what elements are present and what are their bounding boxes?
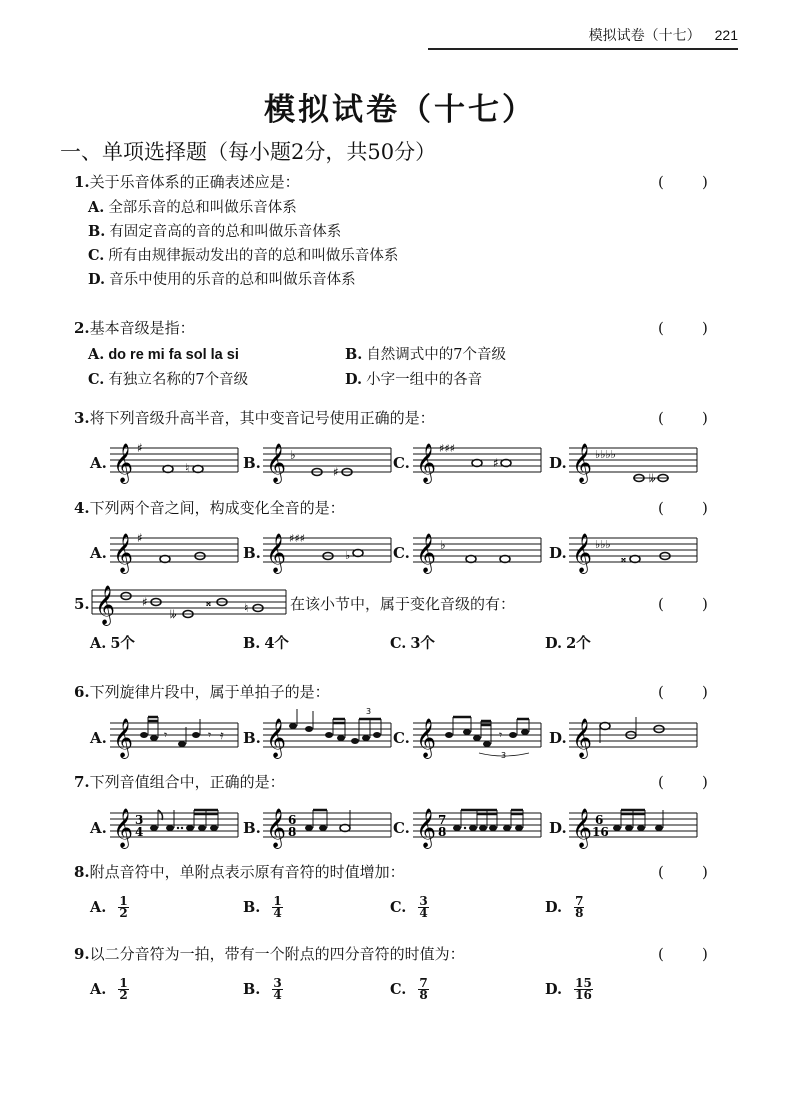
question-9: 9.以二分音符为一拍，带有一个附点的四分音符的时值为：: [74, 945, 465, 963]
svg-text:𝄿: 𝄿: [220, 728, 224, 742]
q8-option-a[interactable]: A. $\frac{1}{2}$: [90, 894, 128, 920]
answer-blank-6[interactable]: ( ): [658, 683, 708, 701]
svg-text:𝄫: 𝄫: [170, 608, 177, 621]
q1-option-b[interactable]: B. 有固定音高的音的总和叫做乐音体系: [88, 223, 342, 240]
svg-text:𝄫: 𝄫: [649, 472, 656, 485]
answer-blank-4[interactable]: ( ): [658, 499, 708, 517]
q4-staff-c: [413, 530, 543, 574]
svg-text:♯: ♯: [137, 441, 143, 455]
q6-staff-d: [569, 715, 699, 759]
svg-text:6: 6: [595, 813, 604, 827]
running-title: 模拟试卷（十七）: [588, 28, 701, 44]
q1-option-d[interactable]: D. 音乐中使用的乐音的总和叫做乐音体系: [88, 271, 356, 288]
fraction: $\frac{7}{8}$: [575, 894, 584, 920]
q7-staff-b: [263, 805, 393, 849]
answer-blank-2[interactable]: ( ): [658, 319, 708, 337]
q8-option-d[interactable]: D. $\frac{7}{8}$: [545, 894, 584, 920]
svg-text:𝄞: 𝄞: [266, 533, 287, 573]
question-8: 8.附点音符中，单附点表示原有音符的时值增加：: [74, 863, 405, 881]
q8-option-b[interactable]: B. $\frac{1}{4}$: [243, 894, 282, 920]
svg-text:16: 16: [592, 825, 609, 839]
q1-option-c[interactable]: C. 所有由规律振动发出的音的总和叫做乐音体系: [88, 247, 399, 264]
answer-blank-3[interactable]: ( ): [658, 409, 708, 427]
question-5-text: 在该小节中，属于变化音级的有：: [290, 595, 516, 613]
q6-staff-c: [413, 715, 543, 759]
svg-text:♯: ♯: [142, 595, 148, 609]
question-1: 1.关于乐音体系的正确表述应是：: [74, 173, 300, 191]
section-title: 一、单项选择题（每小题2分，共50分）: [60, 140, 437, 164]
q9-option-a[interactable]: A. $\frac{1}{2}$: [90, 976, 128, 1002]
svg-text:𝄞: 𝄞: [266, 443, 287, 483]
question-4: 4.下列两个音之间，构成变化全音的是：: [74, 499, 345, 517]
svg-text:♭: ♭: [290, 448, 296, 462]
svg-text:𝄞: 𝄞: [113, 443, 134, 483]
page-number: 221: [714, 27, 738, 43]
q7-staff-c: [413, 805, 543, 849]
svg-text:𝄞: 𝄞: [113, 808, 134, 848]
q4-staff-b: [263, 530, 393, 574]
svg-text:♭: ♭: [345, 549, 351, 562]
fraction: $\frac{3}{4}$: [419, 894, 428, 920]
question-5-number: 5.: [74, 595, 90, 613]
q3-staff-a: [110, 440, 240, 484]
q3-staff-c: [413, 440, 543, 484]
svg-text:♯: ♯: [137, 531, 143, 545]
fraction: $\frac{1}{4}$: [273, 894, 282, 920]
svg-text:𝄞: 𝄞: [266, 718, 287, 758]
svg-text:♯: ♯: [493, 456, 499, 470]
svg-text:𝄞: 𝄞: [416, 718, 437, 758]
svg-text:𝄞: 𝄞: [416, 443, 437, 483]
q9-option-d[interactable]: D. $\frac{15}{16}$: [545, 976, 592, 1002]
svg-text:♮: ♮: [244, 601, 249, 615]
svg-text:𝄞: 𝄞: [95, 585, 116, 625]
running-head: [428, 24, 738, 50]
svg-text:𝄞: 𝄞: [266, 808, 287, 848]
q8-option-c[interactable]: C. $\frac{3}{4}$: [390, 894, 428, 920]
answer-blank-1[interactable]: ( ): [658, 173, 708, 191]
q2-option-a[interactable]: A. do re mi fa sol la si: [88, 346, 239, 363]
q2-option-d[interactable]: D. 小字一组中的各音: [345, 371, 483, 388]
question-7: 7.下列音值组合中，正确的是：: [74, 773, 285, 791]
q5-option-c[interactable]: C. 3个: [390, 635, 435, 652]
svg-text:𝄞: 𝄞: [572, 533, 593, 573]
question-3: 3.将下列音级升高半音，其中变音记号使用正确的是：: [74, 409, 435, 427]
svg-text:♭: ♭: [440, 538, 446, 552]
svg-text:6: 6: [288, 813, 297, 827]
svg-text:𝄪: 𝄪: [206, 596, 211, 609]
answer-blank-8[interactable]: ( ): [658, 863, 708, 881]
svg-text:𝄞: 𝄞: [572, 443, 593, 483]
question-6: 6.下列旋律片段中，属于单拍子的是：: [74, 683, 330, 701]
q9-option-b[interactable]: B. $\frac{3}{4}$: [243, 976, 282, 1002]
q4-staff-d: [569, 530, 699, 574]
q5-option-b[interactable]: B. 4个: [243, 635, 289, 652]
svg-text:♮: ♮: [185, 461, 190, 475]
fraction: $\frac{1}{2}$: [119, 976, 128, 1002]
svg-text:𝄞: 𝄞: [572, 808, 593, 848]
fraction: $\frac{1}{2}$: [119, 894, 128, 920]
answer-blank-7[interactable]: ( ): [658, 773, 708, 791]
q5-option-a[interactable]: A. 5个: [90, 635, 135, 652]
svg-text:3: 3: [501, 751, 507, 760]
q4-staff-a: [110, 530, 240, 574]
answer-blank-9[interactable]: ( ): [658, 945, 708, 963]
svg-text:♯: ♯: [333, 465, 339, 479]
q9-option-c[interactable]: C. $\frac{7}{8}$: [390, 976, 428, 1002]
question-2: 2.基本音级是指：: [74, 319, 195, 337]
svg-text:7: 7: [438, 813, 447, 827]
q3-staff-d: [569, 440, 699, 484]
meter-top: 3: [135, 813, 144, 827]
q2-option-c[interactable]: C. 有独立名称的7个音级: [88, 371, 249, 388]
svg-text:𝄾: 𝄾: [164, 728, 168, 742]
svg-text:8: 8: [438, 825, 447, 839]
svg-text:𝄞: 𝄞: [416, 533, 437, 573]
q3-staff-b: [263, 440, 393, 484]
meter-bottom: 4: [135, 825, 144, 839]
svg-text:𝄞: 𝄞: [113, 718, 134, 758]
svg-text:♭♭♭: ♭♭♭: [595, 538, 611, 551]
q7-staff-a: [110, 805, 240, 849]
svg-text:𝄾: 𝄾: [208, 728, 212, 742]
fraction: $\frac{15}{16}$: [575, 976, 592, 1002]
answer-blank-5[interactable]: ( ): [658, 595, 708, 613]
svg-text:3: 3: [366, 707, 372, 716]
svg-text:♭♭♭♭: ♭♭♭♭: [595, 448, 616, 461]
svg-text:𝄞: 𝄞: [113, 533, 134, 573]
svg-text:𝄪: 𝄪: [621, 552, 626, 565]
svg-text:♯♯♯: ♯♯♯: [439, 442, 455, 455]
svg-text:8: 8: [288, 825, 297, 839]
q5-option-d[interactable]: D. 2个: [545, 635, 591, 652]
svg-text:♯♯♯: ♯♯♯: [289, 532, 305, 545]
q2-option-b[interactable]: B. 自然调式中的7个音级: [345, 346, 507, 363]
q6-staff-b: [263, 707, 393, 759]
q1-option-a[interactable]: A. 全部乐音的总和叫做乐音体系: [88, 199, 297, 216]
page-title: 模拟试卷（十七）: [264, 92, 536, 128]
svg-text:𝄞: 𝄞: [572, 718, 593, 758]
fraction: $\frac{3}{4}$: [273, 976, 282, 1002]
svg-text:𝄾: 𝄾: [499, 728, 503, 742]
q6-staff-a: [110, 715, 240, 759]
fraction: $\frac{7}{8}$: [419, 976, 428, 1002]
q5-staff: [92, 582, 288, 626]
q7-staff-d: [569, 805, 699, 849]
svg-text:𝄞: 𝄞: [416, 808, 437, 848]
